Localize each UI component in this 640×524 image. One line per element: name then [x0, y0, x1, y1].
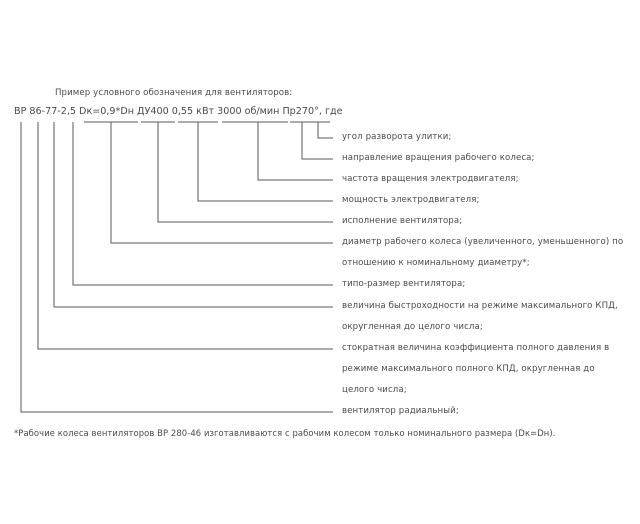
- leader-speed-coef: [54, 122, 333, 307]
- desc-diameter-1: диаметр рабочего колеса (увеличенного, уменьшенного) по: [342, 237, 624, 247]
- desc-speed: частота вращения электродвигателя;: [342, 174, 519, 184]
- leader-radial: [21, 122, 333, 412]
- diagram-title: Пример условного обозначения для вентиляторов:: [55, 88, 293, 98]
- desc-execution: исполнение вентилятора;: [342, 216, 463, 226]
- leader-power: [198, 122, 333, 201]
- desc-diameter-2: отношению к номинальному диаметру*;: [342, 258, 530, 268]
- leader-size: [73, 122, 333, 285]
- footnote: *Рабочие колеса вентиляторов ВР 280-46 изготавливаются с рабочим колесом только номинального размера (Dк=Dн).: [14, 428, 556, 438]
- desc-rotation: угол разворота улитки;: [342, 132, 452, 142]
- leader-rotation: [318, 122, 333, 138]
- leader-diameter: [111, 122, 333, 243]
- desc-pressure-3: целого числа;: [342, 385, 407, 395]
- desc-pressure-1: стократная величина коэффициента полного давления в: [342, 343, 610, 353]
- leader-execution: [158, 122, 333, 222]
- desc-radial: вентилятор радиальный;: [342, 406, 459, 416]
- desc-speed-coef-2: округленная до целого числа;: [342, 322, 483, 332]
- desc-pressure-2: режиме максимального полного КПД, округленная до: [342, 364, 595, 374]
- designation-code-main: ВР 86-77-2,5 Dк=0,9*Dн ДУ400 0,55 кВт 3000 об/мин Пр270°: [14, 106, 319, 117]
- desc-power: мощность электродвигателя;: [342, 195, 480, 205]
- designation-code-suffix: , где: [318, 106, 343, 117]
- leader-speed: [258, 122, 333, 180]
- desc-size: типо-размер вентилятора;: [342, 279, 466, 289]
- desc-speed-coef-1: величина быстроходности на режиме максимального КПД,: [342, 301, 618, 311]
- leader-pressure: [38, 122, 333, 349]
- desc-direction: направление вращения рабочего колеса;: [342, 153, 535, 163]
